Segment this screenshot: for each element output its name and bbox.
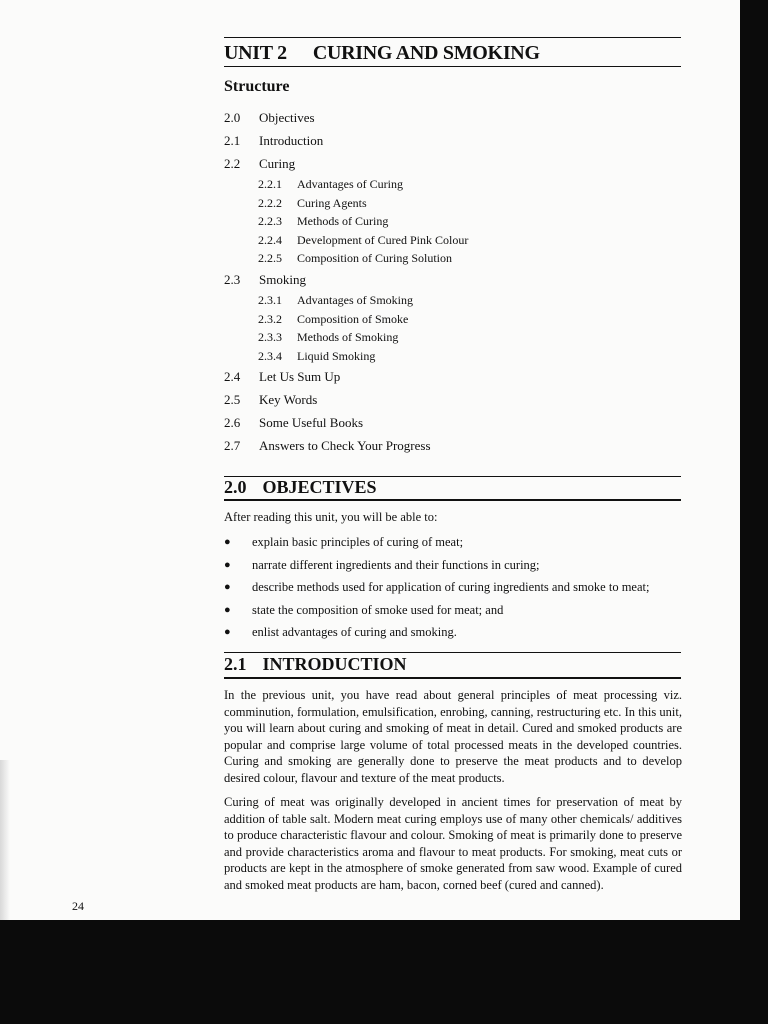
objective-item	[224, 531, 694, 554]
objective-text: describe methods used for application of curing ingredients and smoke to meat;	[252, 580, 650, 594]
toc-subitem	[224, 231, 684, 250]
objectives-title: OBJECTIVES	[262, 477, 377, 497]
toc-item-label: Answers to Check Your Progress	[259, 438, 431, 454]
toc-item-number: 2.0	[224, 110, 241, 125]
toc-item-number: 2.3.3	[258, 330, 282, 345]
introduction-bottom-rule	[224, 677, 681, 679]
top-rule	[224, 37, 681, 38]
toc-subitem	[224, 291, 684, 310]
toc-item-label: Smoking	[259, 271, 306, 287]
toc-item-label: Methods of Curing	[297, 214, 389, 229]
toc-item-number: 2.2.3	[258, 214, 282, 229]
toc-item-number: 2.5	[224, 392, 241, 408]
unit-number: UNIT 2	[224, 42, 287, 64]
toc-item	[224, 268, 684, 291]
page-number: 24	[72, 899, 84, 913]
toc-item-label: Liquid Smoking	[297, 348, 376, 363]
toc-item-label: Curing	[259, 156, 296, 171]
toc-item-number: 2.2	[224, 156, 241, 171]
toc-item-label: Development of Cured Pink Colour	[297, 232, 469, 247]
bullet-icon: ●	[224, 581, 231, 593]
objective-item	[224, 599, 694, 622]
structure-heading: Structure	[224, 78, 290, 95]
objective-text: explain basic principles of curing of meat;	[252, 535, 464, 549]
toc-item	[224, 411, 684, 434]
objective-text: enlist advantages of curing and smoking.	[252, 625, 457, 639]
bullet-icon: ●	[224, 558, 231, 571]
toc-item-number: 2.1	[224, 133, 241, 148]
toc-item-label: Some Useful Books	[259, 415, 363, 431]
toc-item-label: Advantages of Smoking	[297, 292, 413, 307]
objective-item	[224, 576, 694, 599]
introduction-heading	[224, 654, 407, 675]
toc-item-number: 2.2.2	[258, 195, 282, 210]
toc-item-label: Composition of Smoke	[297, 311, 409, 326]
toc-item	[224, 129, 684, 152]
objective-text: narrate different ingredients and their functions in curing;	[252, 557, 540, 572]
toc-item-label: Objectives	[259, 110, 315, 125]
toc-subitem	[224, 175, 684, 194]
unit-name: CURING AND SMOKING	[312, 42, 540, 64]
toc-item-number: 2.3.2	[258, 311, 282, 326]
toc-item	[224, 152, 684, 175]
toc-subitem	[224, 249, 684, 268]
toc-item-label: Methods of Smoking	[297, 330, 399, 345]
toc-item	[224, 365, 684, 388]
scan-border-right	[740, 0, 768, 1024]
toc-subitem	[224, 194, 684, 213]
objectives-bottom-rule	[224, 499, 681, 501]
bullet-icon: ●	[224, 536, 231, 548]
toc-subitem	[224, 347, 684, 366]
objectives-list	[224, 531, 694, 644]
toc-item-label: Key Words	[259, 392, 318, 408]
toc-subitem	[224, 212, 684, 231]
introduction-paragraph-1: In the previous unit, you have read about general principles of meat processing viz. comminution, formulation, emulsification, enrobing, canning, restructuring etc. In this unit, you will learn about curing and smoking of meat in detail. Cured and smoked products are popular and comprise large volume of total processed meats in the developed countries. Curing and smoking are generally done to preserve the meat products and to develop desired colour, flavour and texture of the meat products.	[224, 688, 682, 785]
toc-item-label: Composition of Curing Solution	[297, 251, 453, 266]
objectives-number: 2.0	[224, 477, 247, 497]
objective-text: state the composition of smoke used for meat; and	[252, 602, 504, 617]
unit-title-rule	[224, 66, 681, 67]
objective-item	[224, 621, 694, 644]
toc-item-number: 2.6	[224, 415, 241, 431]
introduction-number: 2.1	[224, 654, 247, 674]
toc-item-number: 2.2.4	[258, 232, 282, 247]
toc-item-number: 2.3	[224, 271, 241, 287]
introduction-top-rule	[224, 652, 681, 653]
introduction-title: INTRODUCTION	[262, 654, 407, 674]
toc-item-number: 2.3.4	[258, 348, 282, 363]
objective-item	[224, 554, 694, 577]
unit-title	[224, 42, 540, 65]
toc-item	[224, 106, 684, 129]
introduction-paragraph-2: Curing of meat was originally developed in ancient times for preservation of meat by addition of table salt. Modern meat curing employs use of many other chemicals/ additives to produce characteristic flavour and colour. Smoking of meat is primarily done to preserve and provide characteristics aroma and flavour to meat products. For smoking, meat cuts or products are kept in the atmosphere of smoke generated from saw wood. Example of cured and smoked meat products are ham, bacon, corned beef (cured and canned).	[224, 795, 682, 892]
toc-item-label: Introduction	[259, 133, 324, 148]
toc-item-number: 2.7	[224, 438, 241, 454]
bullet-icon: ●	[224, 626, 231, 638]
toc-item-number: 2.2.1	[258, 177, 282, 191]
toc-item-label: Curing Agents	[297, 195, 367, 210]
toc-item	[224, 434, 684, 457]
toc-item-label: Advantages of Curing	[297, 177, 403, 191]
objectives-intro: After reading this unit, you will be able to:	[224, 510, 438, 524]
toc-item-label: Let Us Sum Up	[259, 369, 341, 385]
toc-subitem	[224, 328, 684, 347]
objectives-heading	[224, 477, 377, 498]
table-of-contents	[224, 106, 684, 457]
toc-item-number: 2.4	[224, 369, 241, 385]
toc-subitem	[224, 310, 684, 329]
toc-item	[224, 388, 684, 411]
toc-item-number: 2.2.5	[258, 251, 282, 266]
toc-item-number: 2.3.1	[258, 292, 282, 307]
bullet-icon: ●	[224, 603, 231, 616]
scan-border-bottom	[0, 920, 768, 1024]
